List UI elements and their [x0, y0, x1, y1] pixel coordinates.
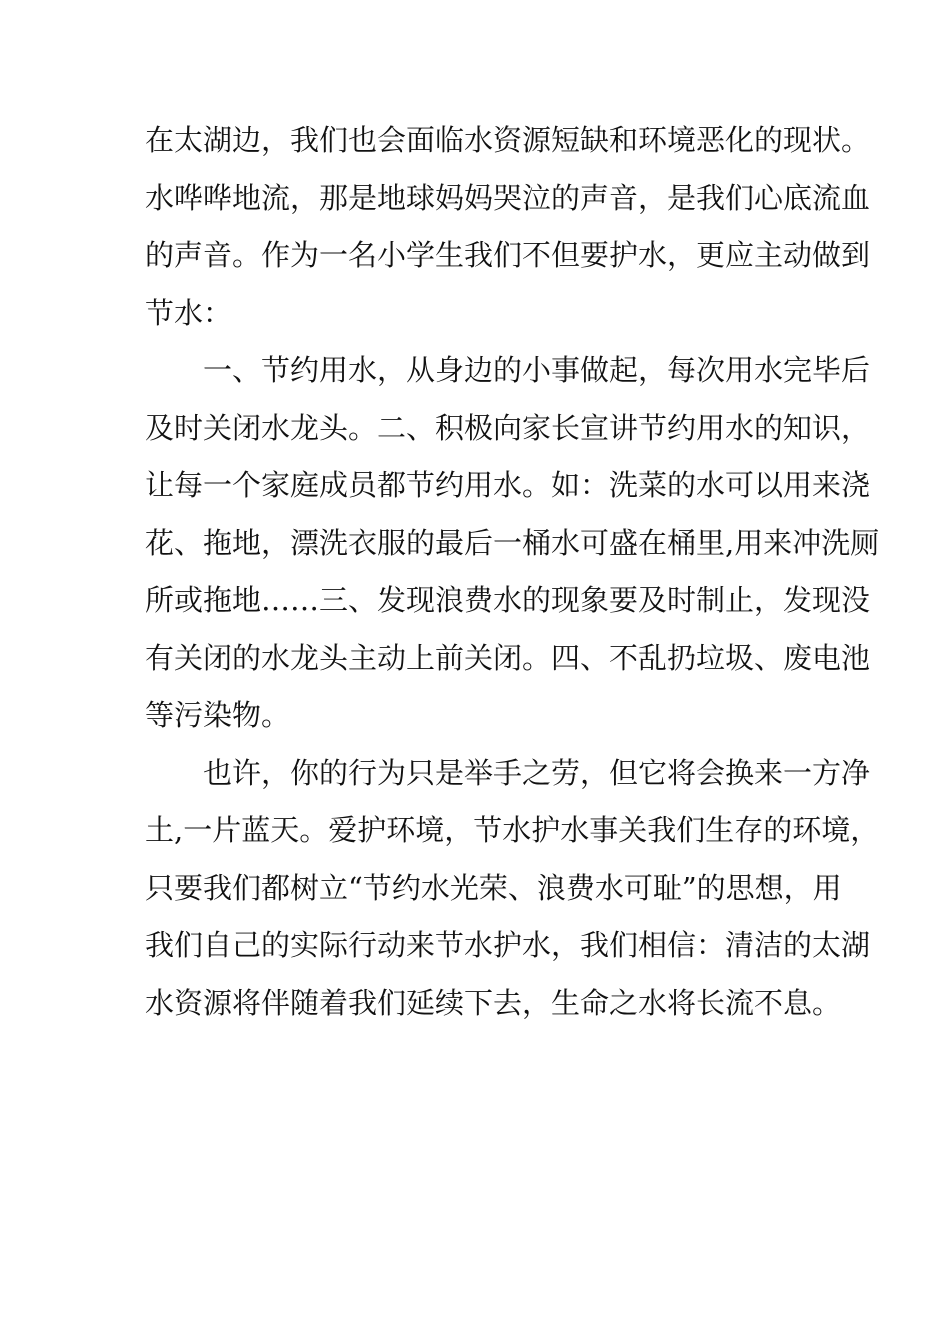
paragraph-3 [145, 751, 880, 1039]
text-line: 也许，你的行为只是举手之劳，但它将会换来一方净 [145, 755, 871, 790]
paragraph-1 [145, 118, 871, 348]
text-line: 有关闭的水龙头主动上前关闭。四、不乱扔垃圾、废电池 [145, 640, 871, 675]
text-line: 我们自己的实际行动来节水护水，我们相信：清洁的太湖 [145, 928, 871, 962]
text-line: 节水： [145, 295, 233, 330]
text-line: 只要我们都树立“节约水光荣、浪费水可耻”的思想，用 [145, 870, 842, 905]
document-body [145, 118, 880, 1038]
paragraph-2 [145, 348, 880, 751]
text-line: 水哗哗地流，那是地球妈妈哭泣的声音，是我们心底流血 [145, 180, 871, 215]
text-line: 土,一片蓝天。爱护环境，节水护水事关我们生存的环境， [145, 813, 880, 847]
text-line: 及时关闭水龙头。二、积极向家长宣讲节约用水的知识， [145, 410, 871, 445]
text-line: 的声音。作为一名小学生我们不但要护水，更应主动做到 [145, 238, 871, 272]
text-line: 在太湖边，我们也会面临水资源短缺和环境恶化的现状。 [145, 123, 871, 157]
text-line: 花、拖地，漂洗衣服的最后一桶水可盛在桶里,用来冲洗厕 [145, 525, 880, 560]
text-line: 水资源将伴随着我们延续下去，生命之水将长流不息。 [145, 985, 842, 1020]
text-line: 让每一个家庭成员都节约用水。如：洗菜的水可以用来浇 [145, 468, 871, 502]
text-line: 所或拖地……三、发现浪费水的现象要及时制止，发现没 [145, 583, 871, 617]
text-line: 一、节约用水，从身边的小事做起，每次用水完毕后 [145, 353, 871, 387]
text-line: 等污染物。 [145, 698, 291, 732]
